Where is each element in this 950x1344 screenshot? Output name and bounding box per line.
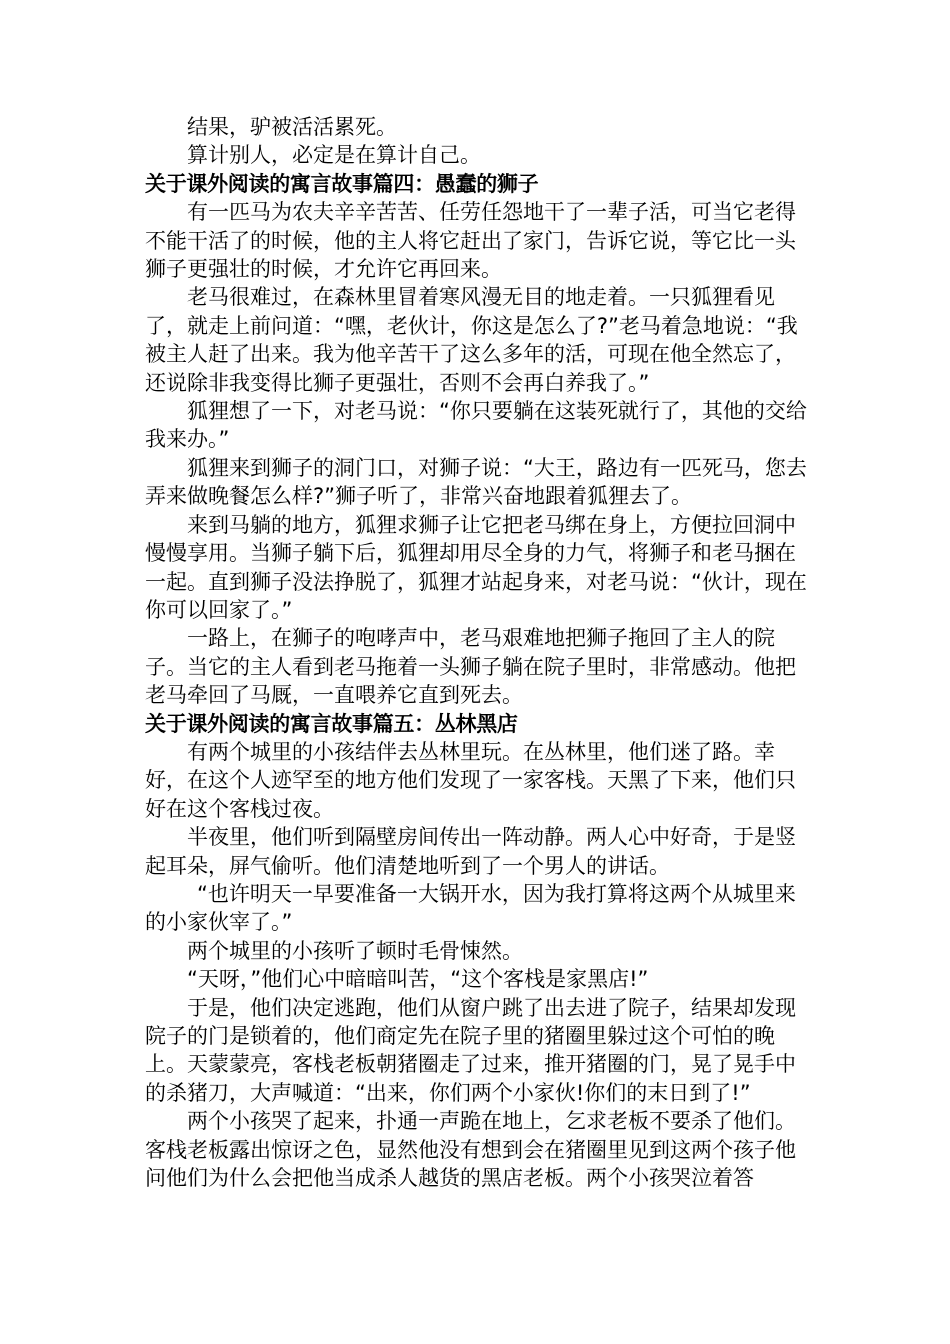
paragraph: 算计别人，必定是在算计自己。: [187, 143, 481, 168]
paragraph: 有两个城里的小孩结伴去丛林里玩。在丛林里，他们迷了路。幸好，在这个人迹罕至的地方他们发现了一家客栈。天黑了下来，他们只好在这个客栈过夜。: [145, 739, 796, 821]
paragraph: 结果，驴被活活累死。: [187, 115, 397, 139]
paragraph: 狐狸想了一下，对老马说：“你只要躺在这装死就行了，其他的交给我来办。”: [145, 399, 807, 452]
paragraph: 狐狸来到狮子的洞门口，对狮子说：“大王，路边有一匹死马，您去弄来做晚餐怎么样?”狮子听了，非常兴奋地跟着狐狸去了。: [145, 455, 807, 509]
paragraph: 老马很难过，在森林里冒着寒风漫无目的地走着。一只狐狸看见了，就走上前问道：“嘿，老伙计，你这是怎么了?”老马着急地说：“我被主人赶了出来。我为他辛苦干了这么多年的活，可现在他全然忘了，还说除非我变得比狮子更强壮，否则不会再白养我了。”: [145, 285, 798, 395]
paragraph: 一路上，在狮子的咆哮声中，老马艰难地把狮子拖回了主人的院子。当它的主人看到老马拖着一头狮子躺在院子里时，非常感动。他把老马牵回了马厩，一直喂养它直到死去。: [145, 626, 796, 708]
section-heading: 关于课外阅读的寓言故事篇四：愚蠢的狮子: [145, 171, 539, 196]
paragraph: “天呀，”他们心中暗暗叫苦，“这个客栈是家黑店!”: [187, 967, 649, 992]
paragraph: 有一匹马为农夫辛辛苦苦、任劳任怨地干了一辈子活，可当它老得不能干活了的时候，他的主人将它赶出了家门，告诉它说，等它比一头狮子更强壮的时候，才允许它再回来。: [145, 200, 796, 282]
paragraph: “也许明天一早要准备一大锅开水，因为我打算将这两个从城里来的小家伙宰了。”: [145, 881, 796, 935]
paragraph: 两个城里的小孩听了顿时毛骨悚然。: [187, 938, 523, 963]
section-heading: 关于课外阅读的寓言故事篇五：丛林黑店: [145, 711, 518, 736]
paragraph: 半夜里，他们听到隔壁房间传出一阵动静。两人心中好奇，于是竖起耳朵，屏气偷听。他们清楚地听到了一个男人的讲话。: [145, 825, 796, 878]
paragraph: 来到马躺的地方，狐狸求狮子让它把老马绑在身上，方便拉回洞中慢慢享用。当狮子躺下后，狐狸却用尽全身的力气，将狮子和老马捆在一起。直到狮子没法挣脱了，狐狸才站起身来，对老马说：“伙计，现在你可以回家了。”: [145, 512, 807, 622]
paragraph: 于是，他们决定逃跑，他们从窗户跳了出去进了院子，结果却发现院子的门是锁着的，他们商定先在院子里的猪圈里躲过这个可怕的晚上。天蒙蒙亮，客栈老板朝猪圈走了过来，推开猪圈的门，晃了晃手中的杀猪刀，大声喊道：“出来，你们两个小家伙!你们的末日到了!”: [145, 995, 796, 1105]
document-body: [145, 113, 813, 1192]
paragraph: 两个小孩哭了起来，扑通一声跪在地上，乞求老板不要杀了他们。客栈老板露出惊讶之色，显然他没有想到会在猪圈里见到这两个孩子他问他们为什么会把他当成杀人越货的黑店老板。两个小孩哭泣着答: [145, 1109, 796, 1191]
